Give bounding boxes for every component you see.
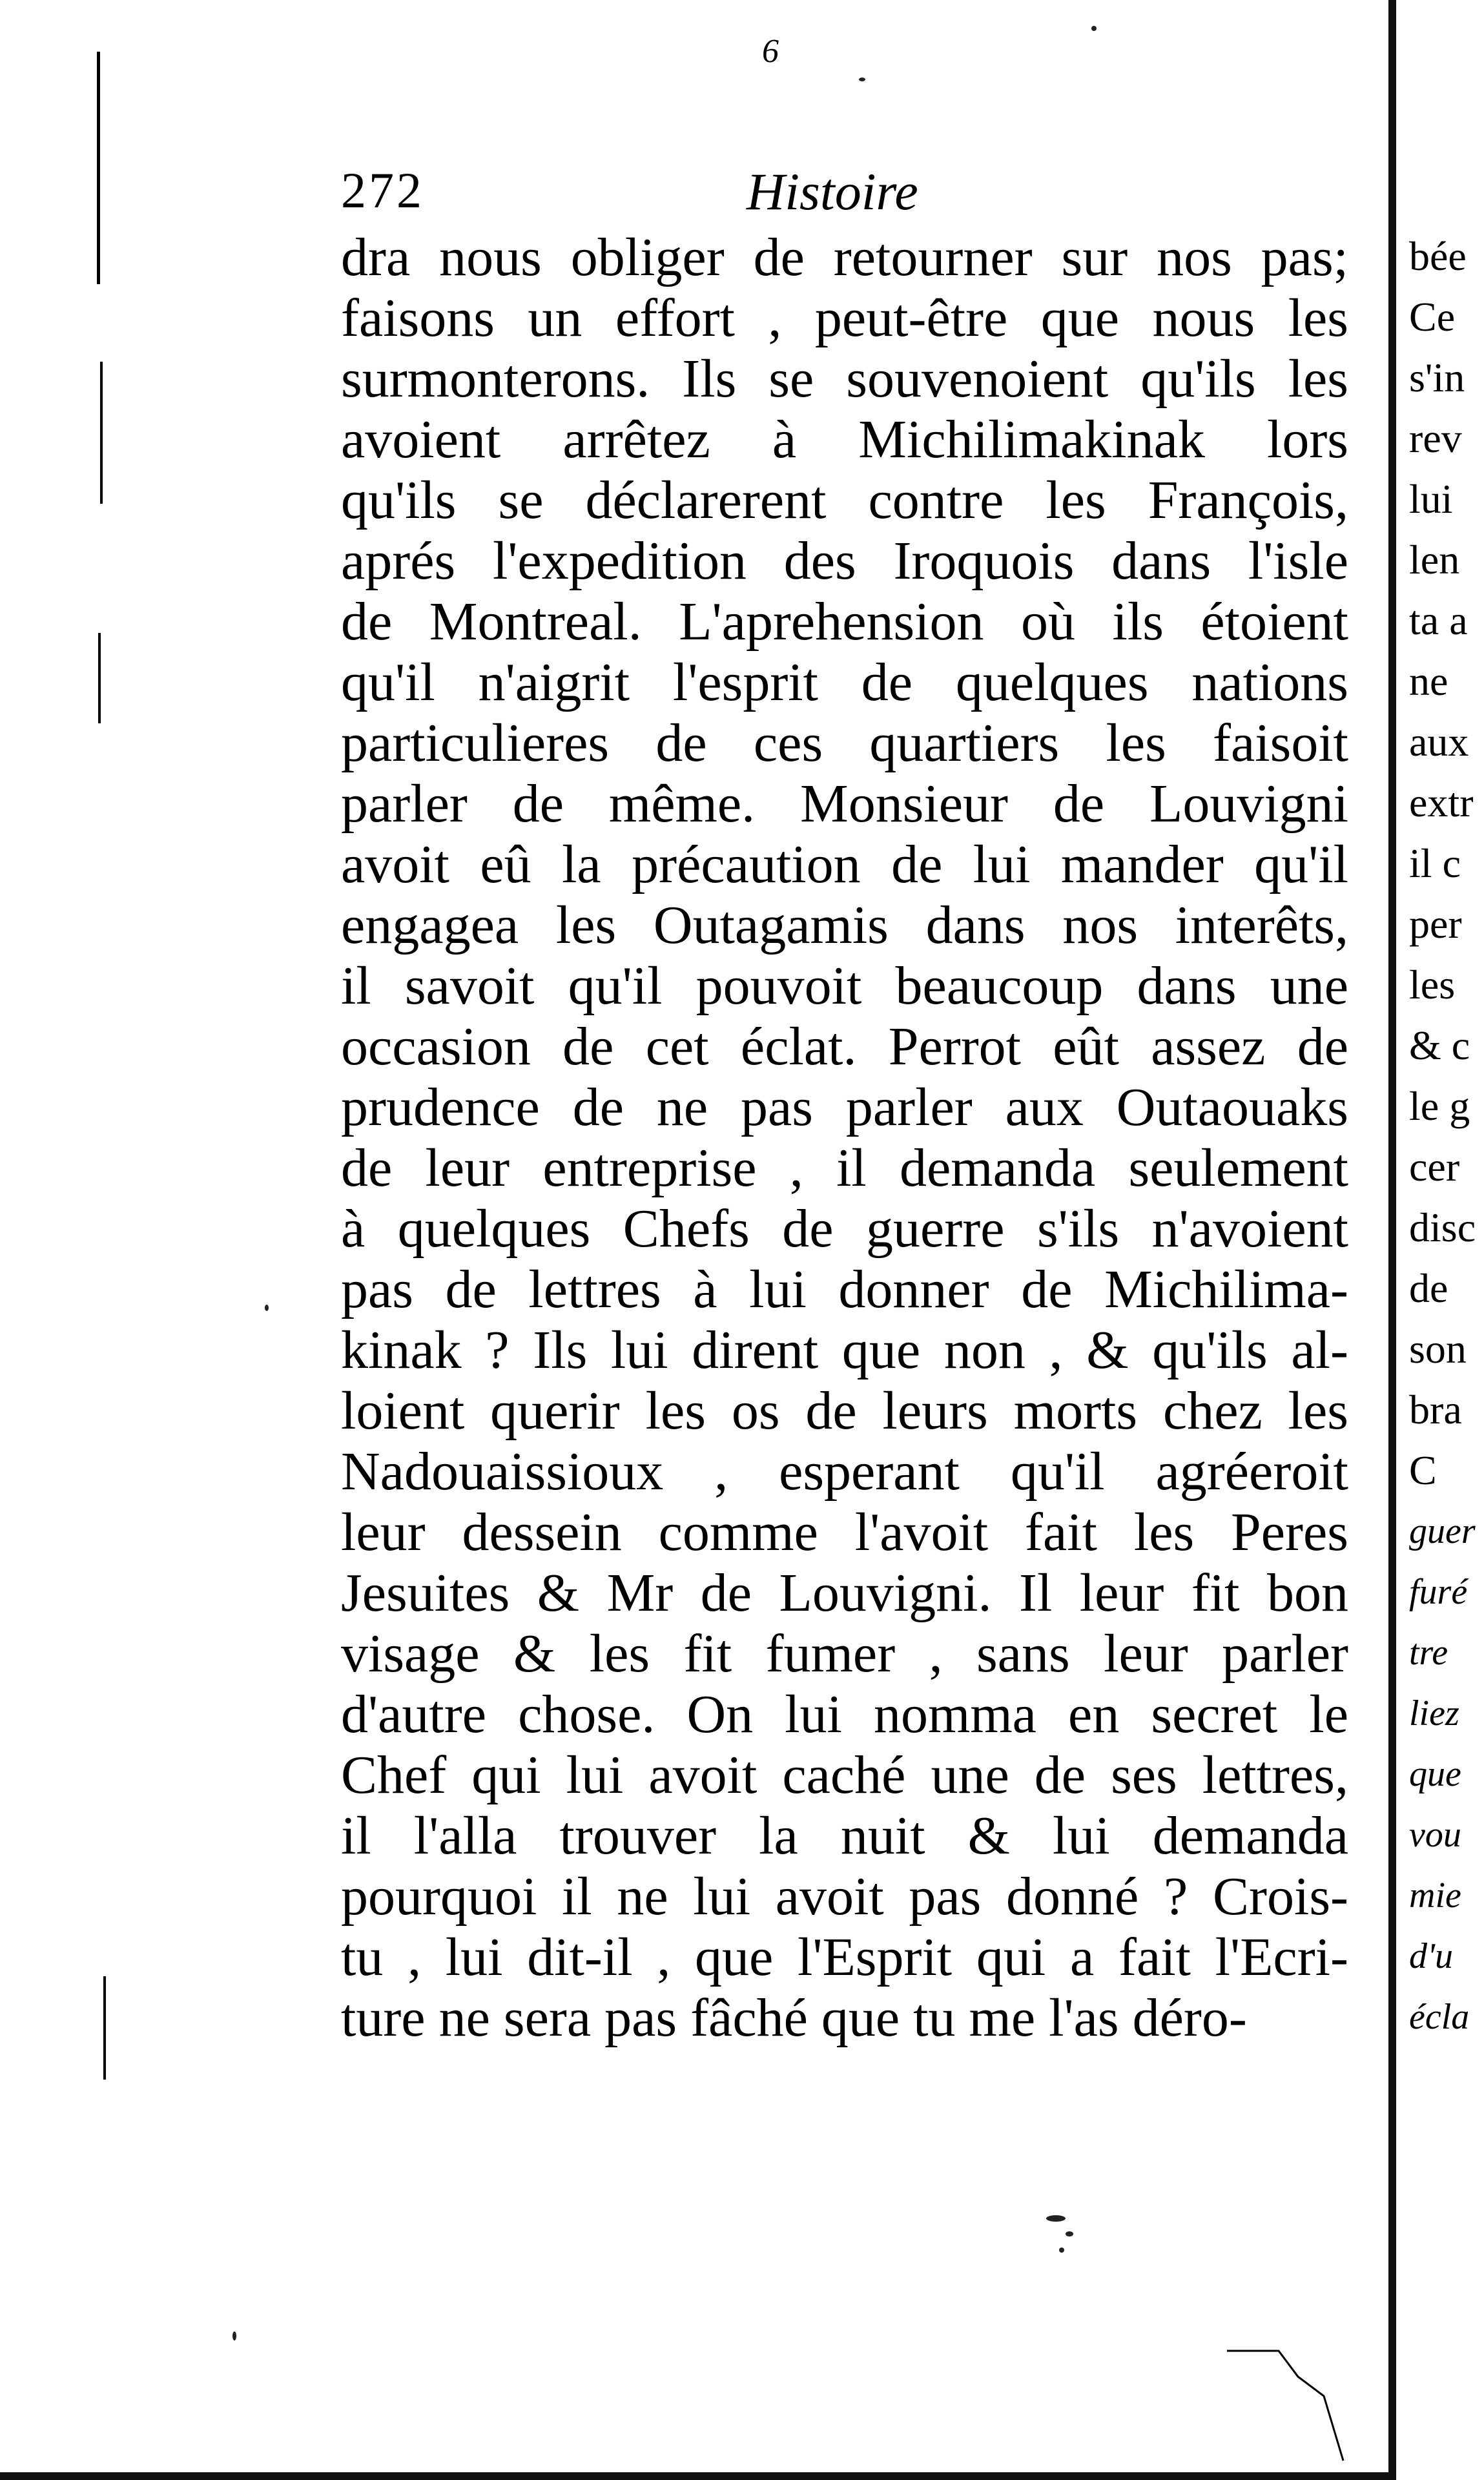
right-line: & c [1409,1022,1470,1068]
right-line: ta a [1409,597,1468,643]
right-line: per [1409,901,1462,947]
text-line: faisons un effort , peut-être que nous les [341,288,1348,348]
right-line: guer [1409,1511,1476,1551]
text-line: Chef qui lui avoit caché une de ses lettres, [341,1745,1348,1805]
text-line: il savoit qu'il pouvoit beaucoup dans une [341,956,1348,1016]
text-line: Nadouaissioux , esperant qu'il agréeroit [341,1442,1348,1502]
text-line: qu'ils se déclarerent contre les François, [341,470,1348,530]
right-line: C [1409,1447,1437,1493]
text-line: avoient arrêtez à Michilimakinak lors [341,409,1348,470]
right-line: que [1409,1754,1461,1794]
gutter [1388,0,1396,2480]
right-line: lui [1409,476,1453,522]
text-line: pourquoi il ne lui avoit pas donné ? Crois- [341,1866,1348,1927]
text-line: loient querir les os de leurs morts chez les [341,1381,1348,1441]
right-line: il c [1409,840,1461,886]
speck [265,1305,269,1311]
left-margin-mark [98,633,101,723]
text-line: d'autre chose. On lui nomma en secret le [341,1684,1348,1744]
speck [1066,2231,1073,2237]
left-margin-mark [100,362,103,504]
right-line: extr [1409,780,1474,825]
body-text [341,227,1348,2049]
right-line: écla [1409,1997,1470,2037]
speck [859,78,865,81]
speck [232,2331,236,2340]
page-corner-mark [1227,2338,1356,2467]
right-line: s'in [1409,355,1465,400]
text-line: leur dessein comme l'avoit fait les Peres [341,1502,1348,1562]
right-line: Ce [1409,294,1456,340]
speck [1046,2215,1066,2222]
right-line: rev [1409,415,1462,461]
text-line: visage & les fit fumer , sans leur parler [341,1624,1348,1684]
text-line: occasion de cet éclat. Perrot eût assez de [341,1017,1348,1077]
speck [1059,2248,1064,2253]
bottom-edge [0,2472,1388,2480]
text-line: engagea les Outagamis dans nos interêts, [341,895,1348,955]
text-line: particulieres de ces quartiers les faisoit [341,713,1348,773]
left-margin-mark [103,1976,106,2080]
right-page-lines [1409,226,1484,2047]
text-line: surmonterons. Ils se souvenoient qu'ils les [341,349,1348,409]
text-line: qu'il n'aigrit l'esprit de quelques nations [341,652,1348,712]
text-line: il l'alla trouver la nuit & lui demanda [341,1806,1348,1866]
text-line: avoit eû la précaution de lui mander qu'il [341,834,1348,894]
right-line: len [1409,537,1460,583]
top-mark: 6 [762,33,779,70]
text-line: aprés l'expedition des Iroquois dans l'isle [341,531,1348,591]
right-line: de [1409,1265,1448,1311]
right-line: tre [1409,1633,1448,1673]
running-title: Histoire [747,162,918,221]
right-page [1396,0,1484,2480]
right-line: ne [1409,658,1448,704]
speck [1091,26,1097,31]
text-line: de leur entreprise , il demanda seulement [341,1138,1348,1198]
right-line: son [1409,1326,1467,1372]
right-line: vou [1409,1815,1461,1855]
right-line: aux [1409,719,1469,765]
text-line: prudence de ne pas parler aux Outaouaks [341,1077,1348,1137]
right-line: liez [1409,1693,1459,1733]
page-number: 272 [341,162,424,218]
text-line: kinak ? Ils lui dirent que non , & qu'ils al- [341,1320,1348,1380]
right-line: cer [1409,1144,1460,1190]
text-line: pas de lettres à lui donner de Michilima- [341,1259,1348,1319]
right-line: disc [1409,1204,1476,1250]
right-line: mie [1409,1876,1461,1916]
text-line: Jesuites & Mr de Louvigni. Il leur fit bon [341,1563,1348,1623]
text-line: tu , lui dit-il , que l'Esprit qui a fait l'Ecri- [341,1927,1348,1987]
right-line: bra [1409,1387,1462,1432]
text-line: parler de même. Monsieur de Louvigni [341,774,1348,834]
right-line: le g [1409,1083,1470,1129]
text-line: à quelques Chefs de guerre s'ils n'avoient [341,1199,1348,1259]
right-line: d'u [1409,1936,1453,1976]
text-line: ture ne sera pas fâché que tu me l'as déro- [341,1988,1247,2048]
right-line: furé [1409,1572,1468,1612]
text-line: dra nous obliger de retourner sur nos pas; [341,227,1348,287]
right-line: bée [1409,233,1467,279]
text-line: de Montreal. L'aprehension où ils étoient [341,592,1348,652]
right-line: les [1409,962,1456,1008]
left-margin-mark [97,52,100,284]
